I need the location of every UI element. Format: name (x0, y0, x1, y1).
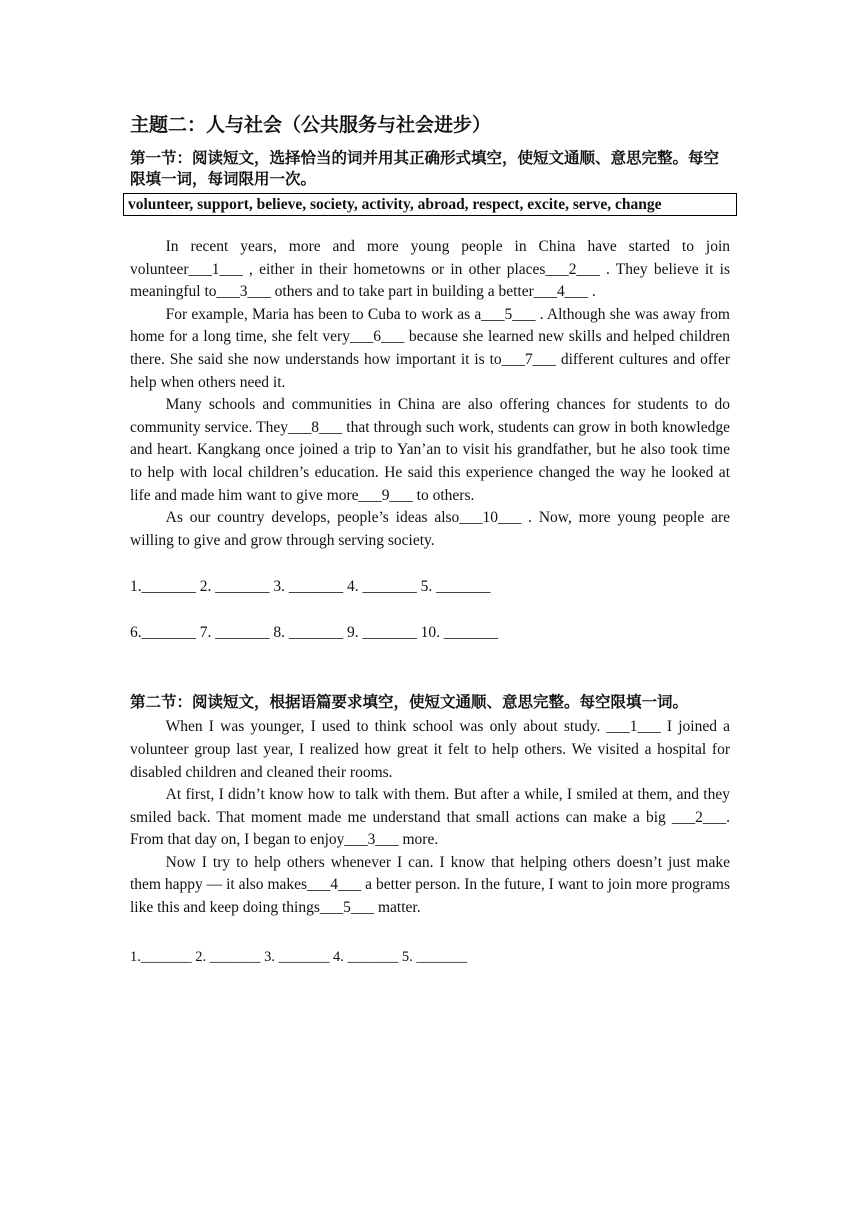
passage-paragraph: Now I try to help others whenever I can. I know that helping others doesn’t just make them happy — it also makes___4___ a better person. In the future, I want to join more programs like this and keep doing things___5___ matter. (130, 853, 730, 917)
passage-paragraph: At first, I didn’t know how to talk with them. But after a while, I smiled at them, and they smiled back. That moment made me understand that small actions can make a big ___2___. From that day on, I began to enjoy___3___ more. (130, 786, 730, 849)
section-1 (130, 148, 730, 644)
section-1-instructions: 第一节：阅读短文，选择恰当的词并用其正确形式填空，使短文通顺、意思完整。每空限填一词，每词限用一次。 (130, 149, 720, 188)
answer-blanks-row-1[interactable]: 1._______ 2. _______ 3. _______ 4. _______ 5. _______ (130, 578, 491, 596)
worksheet-page (130, 112, 730, 968)
passage-paragraph: In recent years, more and more young people in China have started to join volunteer___1___ , either in their hometowns or in other places___2___ . They believe it is meaningful to___3___ others and to take part in building a better___4___ . (130, 238, 730, 301)
passage-paragraph: When I was younger, I used to think school was only about study. ___1___ I joined a volunteer group last year, I realized how great it felt to help others. We visited a hospital for disabled children and cleaned their rooms. (130, 718, 730, 781)
section-2-passage (130, 716, 730, 919)
passage-paragraph: For example, Maria has been to Cuba to work as a___5___ . Although she was away from home for a long time, she felt very___6___ because she learned new skills and helped children there. She said she now understands how important it is to___7___ different cultures and offer help when others need it. (130, 305, 730, 391)
section-1-passage (130, 236, 730, 552)
answer-blanks-row-2[interactable]: 6._______ 7. _______ 8. _______ 9. _______ 10. _______ (130, 624, 499, 642)
word-bank-box: volunteer, support, believe, society, activity, abroad, respect, excite, serve, change (123, 193, 737, 216)
section-2 (130, 692, 730, 967)
passage-paragraph: As our country develops, people’s ideas also___10___ . Now, more young people are willing to give and grow through serving society. (130, 509, 730, 549)
page-title: 主题二：人与社会（公共服务与社会进步） (130, 114, 492, 136)
answer-blanks-row[interactable]: 1._______ 2. _______ 3. _______ 4. _______ 5. _______ (130, 948, 468, 965)
section-2-instructions: 第二节：阅读短文，根据语篇要求填空，使短文通顺、意思完整。每空限填一词。 (130, 693, 689, 712)
passage-paragraph: Many schools and communities in China are also offering chances for students to do community service. They___8___ that through such work, students can grow in both knowledge and heart. Kangkang once joined a trip to Yan’an to visit his grandfather, but he also took time to help with local children’s education. He said this experience changed the way he looked at life and made him want to give more___9___ to others. (130, 396, 730, 504)
